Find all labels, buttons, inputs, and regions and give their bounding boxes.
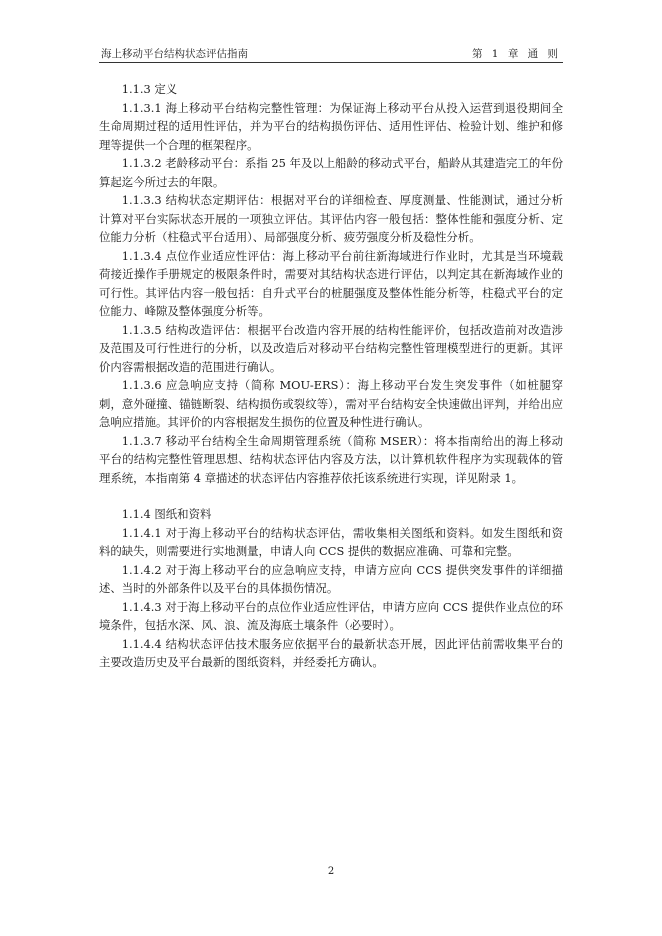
page-body bbox=[99, 80, 563, 672]
drawings-paragraph: 1.1.4.4 结构状态评估技术服务应依据平台的最新状态开展，因此评估前需收集平台的主要改造历史及平台最新的图纸资料，并经委托方确认。 bbox=[99, 636, 563, 669]
page-number: 2 bbox=[327, 866, 335, 877]
drawings-paragraph: 1.1.4.3 对于海上移动平台的点位作业适应性评估，申请方应向 CCS 提供作业点位的环境条件，包括水深、风、浪、流及海底土壤条件（必要时）。 bbox=[99, 599, 563, 632]
running-header bbox=[99, 42, 563, 63]
definition-paragraph: 1.1.3.2 老龄移动平台：系指 25 年及以上船龄的移动式平台，船龄从其建造完工的年份算起迄今所过去的年限。 bbox=[99, 156, 563, 189]
definition-paragraph: 1.1.3.5 结构改造评估：根据平台改造内容开展的结构性能评价，包括改造前对改造涉及范围及可行性进行的分析，以及改造后对移动平台结构完整性管理模型进行的更新。其评价内容需根据改造的范围进行确认。 bbox=[99, 322, 563, 374]
section-heading-drawings: 1.1.4 图纸和资料 bbox=[121, 507, 212, 521]
drawings-paragraph: 1.1.4.1 对于海上移动平台的结构状态评估，需收集相关图纸和资料。如发生图纸和资料的缺失，则需要进行实地测量，申请人向 CCS 提供的数据应准确、可靠和完整。 bbox=[99, 525, 563, 558]
definition-paragraph: 1.1.3.6 应急响应支持（简称 MOU-ERS）：海上移动平台发生突发事件（如桩腿穿刺，意外碰撞、锚链断裂、结构损伤或裂纹等），需对平台结构安全快速做出评判，并给出应急响应措施。其评价的内容根据发生损伤的位置及种性进行确认。 bbox=[99, 378, 563, 429]
drawings-paragraph: 1.1.4.2 对于海上移动平台的应急响应支持，申请方应向 CCS 提供突发事件的详细描述、当时的外部条件以及平台的具体损伤情况。 bbox=[99, 562, 563, 595]
section-heading-definitions: 1.1.3 定义 bbox=[121, 82, 178, 96]
section-spacer bbox=[99, 487, 563, 505]
definition-paragraph: 1.1.3.7 移动平台结构全生命周期管理系统（简称 MSER）：将本指南给出的海上移动平台的结构完整性管理思想、结构状态评估内容及方法，以计算机软件程序为实现载体的管理系统，本指南第 4 章描述的状态评估内容推荐依托该系统进行实现，详见附录 1。 bbox=[99, 433, 563, 485]
header-document-title: 海上移动平台结构状态评估指南 bbox=[101, 48, 248, 60]
header-chapter-title: 第 1 章 通 则 bbox=[471, 48, 561, 60]
definition-paragraph: 1.1.3.3 结构状态定期评估：根据对平台的详细检查、厚度测量、性能测试，通过分析计算对平台实际状态开展的一项独立评估。其评估内容一般包括：整体性能和强度分析、定位能力分析（柱稳式平台适用）、局部强度分析、疲劳强度分析及稳性分析。 bbox=[99, 193, 563, 244]
definition-paragraph: 1.1.3.1 海上移动平台结构完整性管理：为保证海上移动平台从投入运营到退役期间全生命周期过程的适用性评估，并为平台的结构损伤评估、适用性评估、检验计划、维护和修理等提供一个合理的框架程序。 bbox=[99, 100, 563, 152]
definition-paragraph: 1.1.3.4 点位作业适应性评估：海上移动平台前往新海域进行作业时，尤其是当环境载荷接近操作手册规定的极限条件时，需要对其结构状态进行评估，以判定其在新海域作业的可行性。其评估内容一般包括：自升式平台的桩腿强度及整体性能分析等，柱稳式平台的定位能力、峰隙及整体强度分析等。 bbox=[99, 248, 563, 318]
